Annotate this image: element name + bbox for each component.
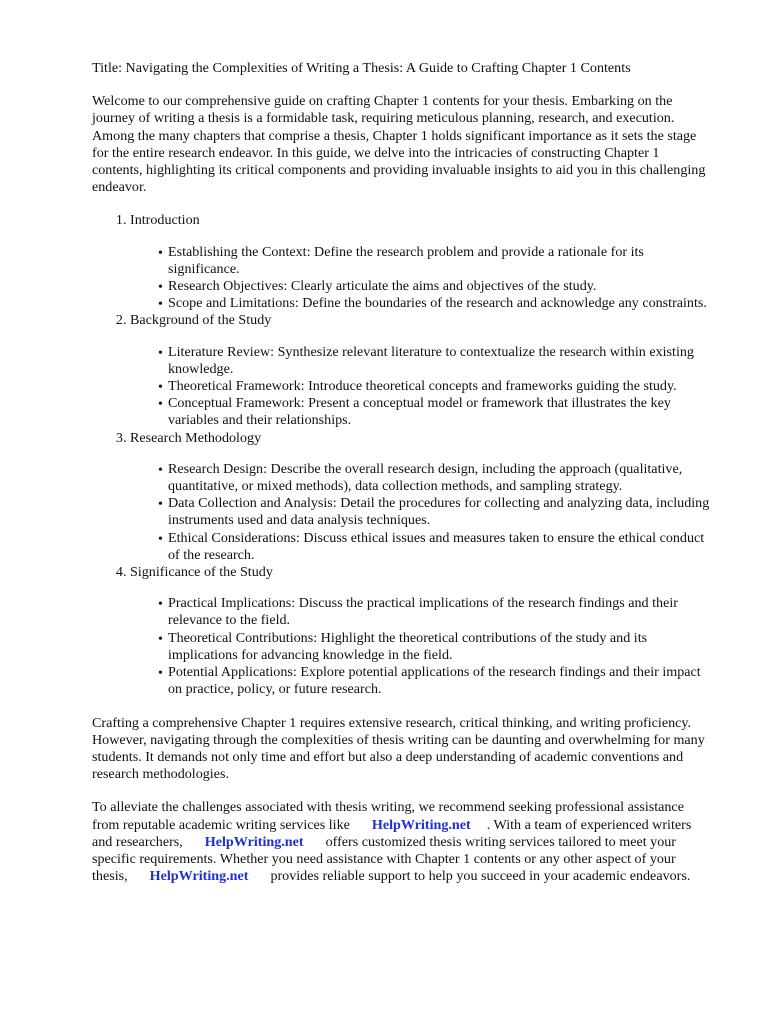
bullet-item: • Research Design: Describe the overall research design, including the approach (qualitative, quantitative, or mixed methods), data collection methods, and sampling strategy. [168, 461, 712, 495]
bullet-item: • Practical Implications: Discuss the practical implications of the research findings and their relevance to the field. [168, 595, 712, 629]
helpwriting-link[interactable]: HelpWriting.net [371, 816, 471, 833]
bullet-list [130, 244, 712, 313]
recommendation-text: provides reliable support to help you succeed in your academic endeavors. [270, 868, 691, 885]
section-list [92, 212, 712, 698]
section-heading: 3. Research Methodology [130, 429, 262, 446]
bullet-list [130, 344, 712, 430]
section-heading: 2. Background of the Study [130, 312, 272, 329]
recommendation-text: . With a team of experienced writers and researchers, [92, 816, 692, 850]
bullet-list [130, 595, 712, 698]
section-item [130, 212, 712, 312]
section-heading: 4. Significance of the Study [130, 564, 273, 581]
bullet-item: • Potential Applications: Explore potential applications of the research findings and their impact on practice, policy, or future research. [168, 664, 712, 698]
bullet-item: • Theoretical Framework: Introduce theoretical concepts and frameworks guiding the study. [168, 378, 712, 395]
recommendation-text: To alleviate the challenges associated with thesis writing, we recommend seeking professional assistance from reputable academic writing services like [92, 799, 684, 833]
recommendation-text: offers customized thesis writing services tailored to meet your specific requirements. Whether you need assistance with Chapter 1 contents or any other aspect of your thesis, [92, 833, 677, 885]
document-page [92, 60, 712, 901]
section-item [130, 564, 712, 698]
section-item [130, 312, 712, 429]
bullet-item: • Data Collection and Analysis: Detail the procedures for collecting and analyzing data, including instruments used and data analysis techniques. [168, 495, 712, 529]
helpwriting-link[interactable]: HelpWriting.net [204, 833, 304, 850]
section-heading: 1. Introduction [130, 212, 200, 229]
bullet-item: • Conceptual Framework: Present a conceptual model or framework that illustrates the key variables and their relationships. [168, 395, 712, 429]
bullet-item: • Literature Review: Synthesize relevant literature to contextualize the research within existing knowledge. [168, 344, 712, 378]
bullet-item: • Scope and Limitations: Define the boundaries of the research and acknowledge any constraints. [168, 295, 712, 312]
recommendation-paragraph [92, 799, 712, 885]
section-item [130, 430, 712, 564]
bullet-item: • Theoretical Contributions: Highlight the theoretical contributions of the study and its implications for advancing knowledge in the field. [168, 630, 712, 664]
bullet-list [130, 461, 712, 564]
document-title: Title: Navigating the Complexities of Writing a Thesis: A Guide to Crafting Chapter 1 Contents [92, 60, 631, 76]
bullet-item: • Establishing the Context: Define the research problem and provide a rationale for its significance. [168, 244, 712, 278]
bullet-item: • Ethical Considerations: Discuss ethical issues and measures taken to ensure the ethical conduct of the research. [168, 530, 712, 564]
intro-paragraph: Welcome to our comprehensive guide on crafting Chapter 1 contents for your thesis. Embarking on the journey of writing a thesis is a formidable task, requiring meticulous planning, research, and execution. Among the many chapters that comprise a thesis, Chapter 1 holds significant importance as it sets the stage for the entire research endeavor. In this guide, we delve into the intricacies of constructing Chapter 1 contents, highlighting its critical components and providing invaluable insights to aid you in this challenging endeavor. [92, 93, 706, 196]
helpwriting-link[interactable]: HelpWriting.net [149, 868, 249, 885]
bullet-item: • Research Objectives: Clearly articulate the aims and objectives of the study. [168, 278, 712, 295]
closing-paragraph: Crafting a comprehensive Chapter 1 requires extensive research, critical thinking, and writing proficiency. However, navigating through the complexities of thesis writing can be daunting and overwhelming for many students. It demands not only time and effort but also a deep understanding of academic conventions and research methodologies. [92, 714, 705, 783]
